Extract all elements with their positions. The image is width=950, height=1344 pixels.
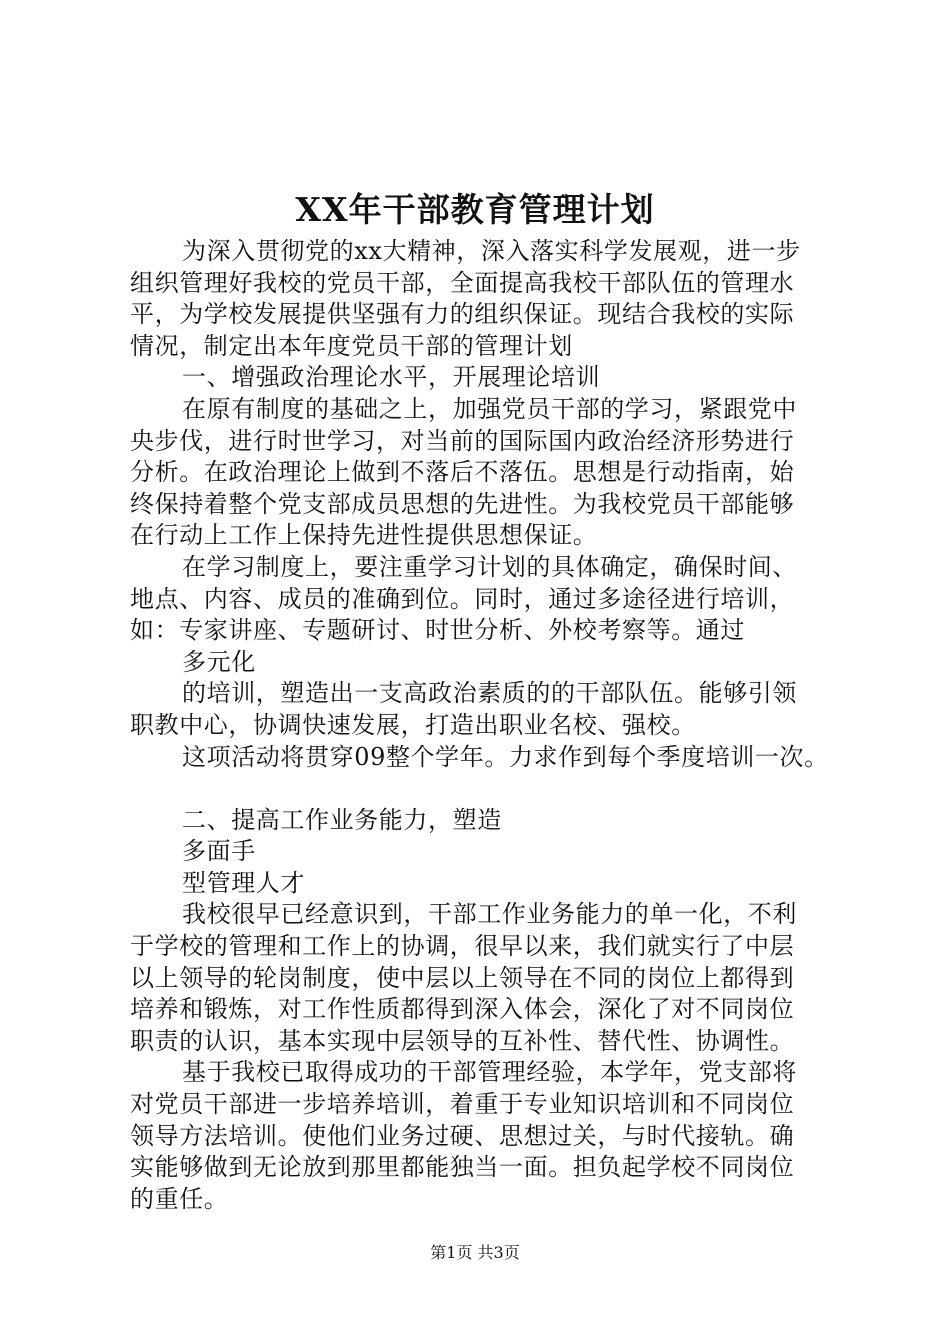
text-line: 在行动上工作上保持先进性提供思想保证。 [130,521,598,550]
text-line: 职责的认识，基本实现中层领导的互补性、替代性、协调性。 [130,1026,795,1055]
document-title: XX年干部教育管理计划 [295,190,655,229]
text-line: 职教中心，协调快速发展，打造出职业名校、强校。 [130,710,696,739]
text-line: 领导方法培训。使他们业务过硬、思想过关，与时代接轨。确 [130,1121,795,1150]
blank-line [130,773,845,805]
text-line: 分析。在政治理论上做到不落后不落伍。思想是行动指南，始 [130,458,795,487]
text-line: 组织管理好我校的党员干部，全面提高我校干部队伍的管理水 [130,268,795,297]
text-line: 为深入贯彻党的xx大精神，深入落实科学发展观，进一步 [182,237,801,265]
text-line: 这项活动将贯穿09整个学年。力求作到每个季度培训一次。 [182,742,829,771]
text-line: 培养和锻炼，对工作性质都得到深入体会，深化了对不同岗位 [130,995,795,1024]
text-line: 的重任。 [130,1184,229,1213]
text-line: 央步伐，进行时世学习，对当前的国际国内政治经济形势进行 [130,426,795,455]
text-line: 对党员干部进一步培养培训，着重于专业知识培训和不同岗位 [130,1090,795,1119]
text-line: 在原有制度的基础之上，加强党员干部的学习，紧跟党中 [182,394,797,423]
text-line: 基于我校已取得成功的干部管理经验，本学年，党支部将 [182,1058,797,1087]
text-line: 地点、内容、成员的准确到位。同时，通过多途径进行培训， [130,584,795,613]
text-line: 我校很早已经意识到，干部工作业务能力的单一化，不利 [182,900,797,929]
text-line: 在学习制度上，要注重学习计划的具体确定，确保时间、 [182,552,797,581]
text-line: 实能够做到无论放到那里都能独当一面。担负起学校不同岗位 [130,1153,795,1182]
section-heading: 型管理人才 [182,868,305,897]
section-heading: 二、提高工作业务能力，塑造 [182,805,502,834]
document-body [130,236,845,1215]
text-line: 如：专家讲座、专题研讨、时世分析、外校考察等。通过 [130,616,745,645]
text-line: 以上领导的轮岗制度，使中层以上领导在不同的岗位上都得到 [130,963,795,992]
page-footer: 第1页 共3页 [430,1243,520,1262]
text-line: 于学校的管理和工作上的协调，很早以来，我们就实行了中层 [130,932,795,961]
text-line: 情况，制定出本年度党员干部的管理计划 [130,331,573,360]
section-heading: 一、增强政治理论水平，开展理论培训 [182,363,601,392]
text-line: 的培训，塑造出一支高政治素质的的干部队伍。能够引领 [182,679,797,708]
text-line: 平，为学校发展提供坚强有力的组织保证。现结合我校的实际 [130,300,795,329]
section-heading: 多面手 [182,837,256,866]
text-line: 终保持着整个党支部成员思想的先进性。为我校党员干部能够 [130,489,795,518]
text-line: 多元化 [182,647,256,676]
